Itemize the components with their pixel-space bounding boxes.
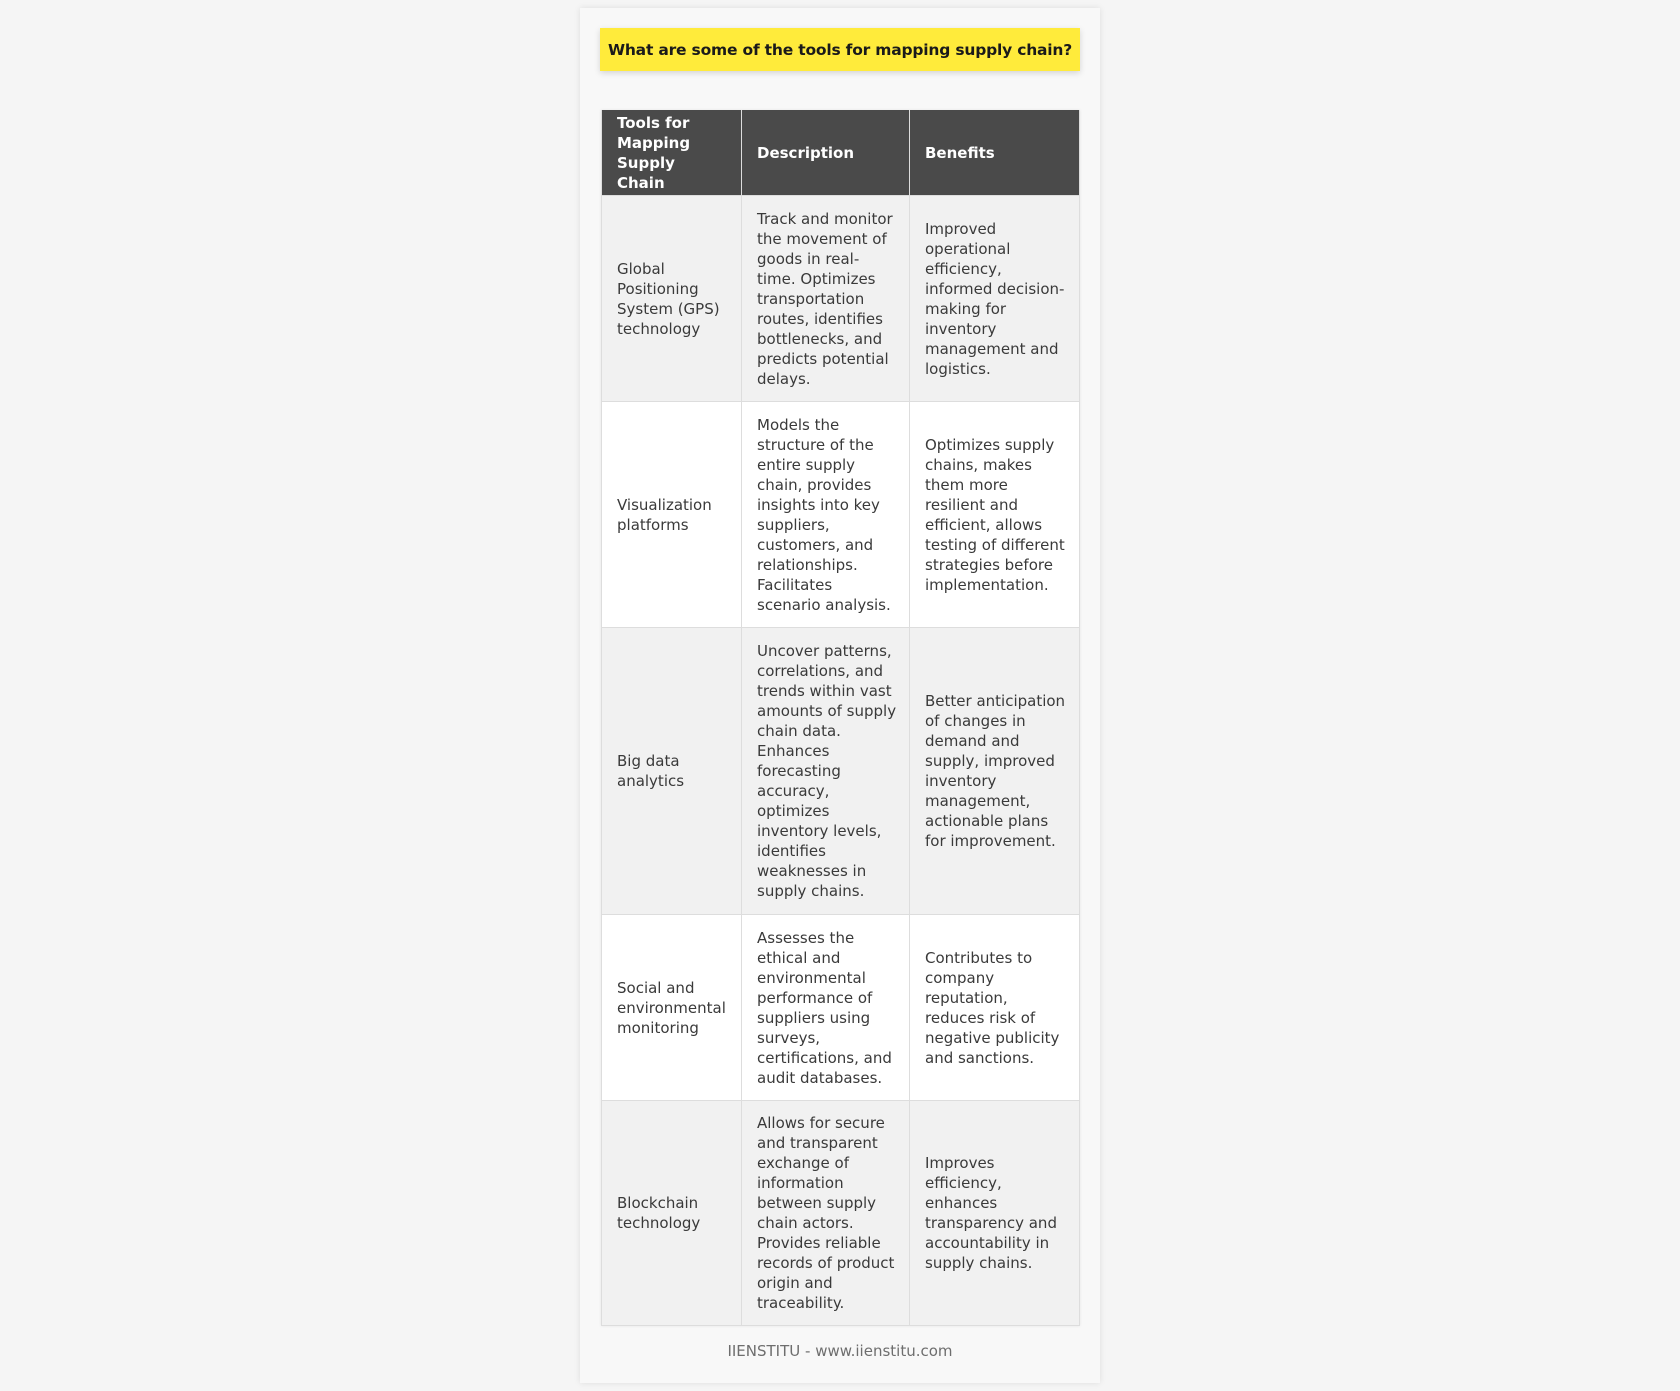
table-row (602, 915, 1080, 1101)
column-header-description: Description (742, 110, 910, 196)
table-row (602, 196, 1080, 402)
cell-description: Track and monitor the movement of goods in real-time. Optimizes transportation routes, identifies bottlenecks, and predicts potential delays. (742, 196, 910, 402)
cell-benefits: Improved operational efficiency, informed decision-making for inventory management and logistics. (910, 196, 1080, 402)
cell-tool: Social and environmental monitoring (602, 915, 742, 1101)
title-banner (600, 28, 1080, 71)
table-row (602, 402, 1080, 628)
page-title: What are some of the tools for mapping supply chain? (607, 40, 1073, 59)
cell-benefits: Improves efficiency, enhances transparency and accountability in supply chains. (910, 1101, 1080, 1326)
cell-description: Uncover patterns, correlations, and trends within vast amounts of supply chain data. Enhances forecasting accuracy, optimizes inventory levels, identifies weaknesses in supply chains. (742, 628, 910, 915)
cell-description: Assesses the ethical and environmental performance of suppliers using surveys, certifications, and audit databases. (742, 915, 910, 1101)
column-header-benefits: Benefits (910, 110, 1080, 196)
footer-credit: IIENSTITU - www.iienstitu.com (727, 1342, 953, 1360)
cell-tool: Big data analytics (602, 628, 742, 915)
cell-benefits: Better anticipation of changes in demand and supply, improved inventory management, actionable plans for improvement. (910, 628, 1080, 915)
cell-description: Models the structure of the entire supply chain, provides insights into key suppliers, customers, and relationships. Facilitates scenario analysis. (742, 402, 910, 628)
tools-table (601, 110, 1080, 1326)
cell-tool: Visualization platforms (602, 402, 742, 628)
content-card (580, 8, 1100, 1383)
cell-benefits: Contributes to company reputation, reduces risk of negative publicity and sanctions. (910, 915, 1080, 1101)
cell-tool: Global Positioning System (GPS) technology (602, 196, 742, 402)
cell-description: Allows for secure and transparent exchange of information between supply chain actors. Provides reliable records of product origin and traceability. (742, 1101, 910, 1326)
table-row (602, 628, 1080, 915)
column-header-tool: Tools for Mapping Supply Chain (602, 110, 742, 196)
table-row (602, 1101, 1080, 1326)
cell-benefits: Optimizes supply chains, makes them more resilient and efficient, allows testing of different strategies before implementation. (910, 402, 1080, 628)
table-header-row (602, 110, 1080, 196)
cell-tool: Blockchain technology (602, 1101, 742, 1326)
